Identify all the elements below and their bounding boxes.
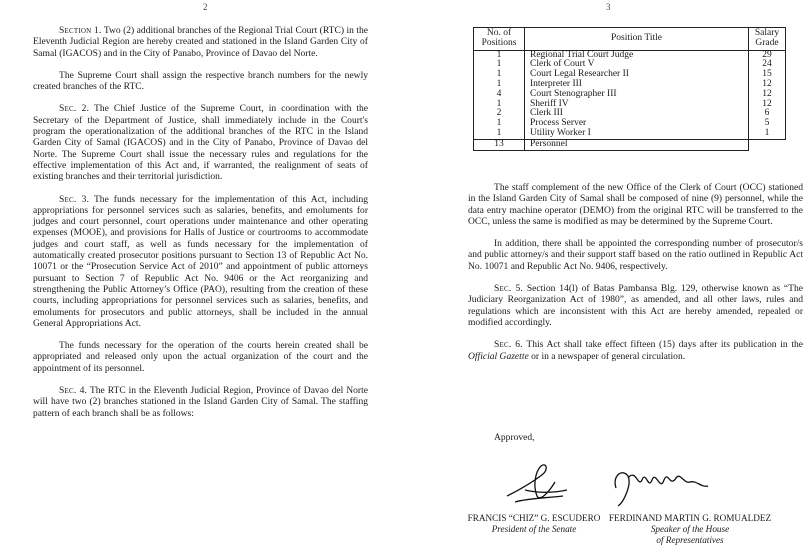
position-title: Court Legal Researcher II	[525, 70, 749, 80]
salary-grade: 12	[749, 80, 786, 90]
salary-grade: 12	[749, 100, 786, 110]
signatory-name: FRANCIS “CHIZ” G. ESCUDERO	[467, 513, 601, 523]
page-left	[0, 0, 400, 560]
table-row	[474, 129, 786, 139]
position-count: 1	[474, 60, 525, 70]
position-title: Clerk III	[525, 109, 749, 119]
signatory-house-speaker	[585, 513, 795, 546]
page-number-right: 3	[606, 2, 611, 12]
total-count: 13	[474, 139, 525, 150]
position-count: 4	[474, 90, 525, 100]
position-count: 1	[474, 100, 525, 110]
section-lead: Sec. 4.	[59, 385, 88, 397]
position-title: Process Server	[525, 119, 749, 129]
paragraph-text: Two (2) additional branches of the Regional Trial Court (RTC) in the Eleventh Judicial Region are hereby created and stationed in the Island Garden City of Samal (IGACOS) and in the City of Panabo, Province of Davao del Norte.	[33, 25, 368, 59]
romualdez-signature	[608, 458, 718, 514]
position-count: 1	[474, 70, 525, 80]
occ-staff-paragraph	[468, 182, 803, 227]
section-lead: Sec. 5.	[494, 283, 524, 295]
paragraph-text: or in a newspaper of general circulation.	[528, 350, 686, 362]
position-title: Sheriff IV	[525, 100, 749, 110]
page-right	[403, 0, 803, 560]
approved-label: Approved,	[494, 432, 535, 443]
paragraph-text: The Chief Justice of the Supreme Court, in coordination with the Secretary of the Department of Justice, shall immediately include in the Court's program the operationalization of the additional branches of the RTC in the Island Garden City of Samal (IGACOS) and in the City of Panabo, Province of Davao del Norte. The Supreme Court shall issue the necessary rules and regulations for the effective implementation of this Act and, if warranted, the realignment of seats of existing branches and their territorial jurisdiction.	[33, 103, 368, 183]
header-position-title: Position Title	[525, 28, 749, 51]
paragraph-text: The RTC in the Eleventh Judicial Region, Province of Davao del Norte will have two (2) branches stationed in the Island Garden City of Samal. The staffing pattern of each branch shall be as follows:	[33, 385, 368, 419]
salary-grade: 5	[749, 119, 786, 129]
position-count: 1	[474, 119, 525, 129]
table-row	[474, 100, 786, 110]
position-title: Clerk of Court V	[525, 60, 749, 70]
table-row	[474, 119, 786, 129]
table-row	[474, 70, 786, 80]
section-1-paragraph	[33, 25, 368, 59]
signatory-role-line2: of Representatives	[656, 535, 724, 545]
position-title: Court Stenographer III	[525, 90, 749, 100]
position-count: 2	[474, 109, 525, 119]
position-title: Utility Worker I	[525, 129, 749, 139]
paragraph-text: The funds necessary for the operation of the courts herein created shall be appropriated and released only upon the actual organization of the court and the appointment of its personnel.	[33, 340, 368, 374]
signatory-role-line1: Speaker of the House	[650, 524, 730, 534]
staffing-pattern-table	[473, 27, 786, 151]
paragraph-text: The funds necessary for the implementation of this Act, including appropriations for personnel services such as salaries, benefits, and emoluments for judges and court personnel, court operations under maintenance and other operating expenses (MOOE), and provisions for Halls of Justice or courtrooms to accommodate judges and court staff, as well as funds necessary for the implementation of automatically created prosecutor positions pursuant to Section 13 of Republic Act No. 10071 or the “Prosecution Service Act of 2010” and appointment of public attorneys pursuant to Section 7 of Republic Act No. 9406 or the Act reorganizing and strengthening the Public Attorney’s Office (PAO), resulting from the creation of these courts, including appropriations for personnel services such as salaries, benefits, and emoluments for prosecutors and public attorneys, shall be included in the annual General Appropriations Act.	[33, 193, 368, 329]
left-page-text	[33, 25, 368, 430]
salary-grade: 6	[749, 109, 786, 119]
paragraph-text: The staff complement of the new Office of the Clerk of Court (OCC) stationed in the Island Garden City of Samal shall be composed of nine (9) personnel, while the data entry machine operator (DEMO) from the original RTC will be transferred to the OCC, unless the same is modified as may be determined by the Supreme Court.	[468, 182, 803, 227]
signatory-role: President of the Senate	[491, 524, 577, 534]
salary-grade: 29	[749, 50, 786, 60]
position-title: Interpreter III	[525, 80, 749, 90]
section-6-paragraph	[468, 339, 803, 362]
table-row	[474, 109, 786, 119]
salary-grade: 24	[749, 60, 786, 70]
position-count: 1	[474, 129, 525, 139]
paragraph-text: Section 14(l) of Batas Pambansa Blg. 129, otherwise known as “The Judiciary Reorganization Act of 1980”, as amended, and all other laws, rules and regulations which are inconsistent with this Act are hereby amended, repealed or modified accordingly.	[468, 283, 803, 328]
position-count: 1	[474, 50, 525, 60]
prosecutors-paragraph	[468, 238, 803, 272]
section-4-paragraph	[33, 385, 368, 419]
table-total-row	[474, 139, 786, 150]
section-lead: Sec. 2.	[59, 103, 90, 115]
salary-grade: 12	[749, 90, 786, 100]
total-label: Personnel	[525, 139, 749, 150]
section-lead: Sec. 6.	[494, 339, 523, 351]
paragraph-text: In addition, there shall be appointed the corresponding number of prosecutor/s and public attorney/s and their support staff based on the ratio outlined in Republic Act No. 10071 and Republic Act No. 9406, respectively.	[468, 238, 803, 272]
paragraph-text: The Supreme Court shall assign the respective branch numbers for the newly created branches of the RTC.	[33, 69, 368, 93]
total-empty-cell	[749, 139, 786, 150]
paragraph-text: This Act shall take effect fifteen (15) days after its publication in the	[522, 339, 803, 351]
table-row	[474, 50, 786, 60]
salary-grade: 1	[749, 129, 786, 139]
table-row	[474, 60, 786, 70]
section-2-paragraph	[33, 103, 368, 182]
branch-numbers-paragraph	[33, 70, 368, 93]
escudero-signature	[503, 452, 573, 514]
position-title: Regional Trial Court Judge	[525, 50, 749, 60]
position-count: 1	[474, 80, 525, 90]
header-salary-grade: Salary Grade	[749, 28, 786, 51]
right-page-text	[468, 182, 803, 373]
section-lead: Section 1.	[59, 25, 102, 36]
official-gazette-title: Official Gazette	[468, 350, 529, 362]
funds-operation-paragraph	[33, 340, 368, 374]
table-row	[474, 80, 786, 90]
signatory-name: FERDINAND MARTIN G. ROMUALDEZ	[608, 513, 772, 523]
salary-grade: 15	[749, 70, 786, 80]
table-header-row	[474, 28, 786, 51]
section-5-paragraph	[468, 283, 803, 328]
section-3-paragraph	[33, 194, 368, 330]
page-number-left: 2	[203, 2, 208, 12]
table-row	[474, 90, 786, 100]
section-lead: Sec. 3.	[59, 193, 90, 205]
header-no-of-positions: No. of Positions	[474, 28, 525, 51]
